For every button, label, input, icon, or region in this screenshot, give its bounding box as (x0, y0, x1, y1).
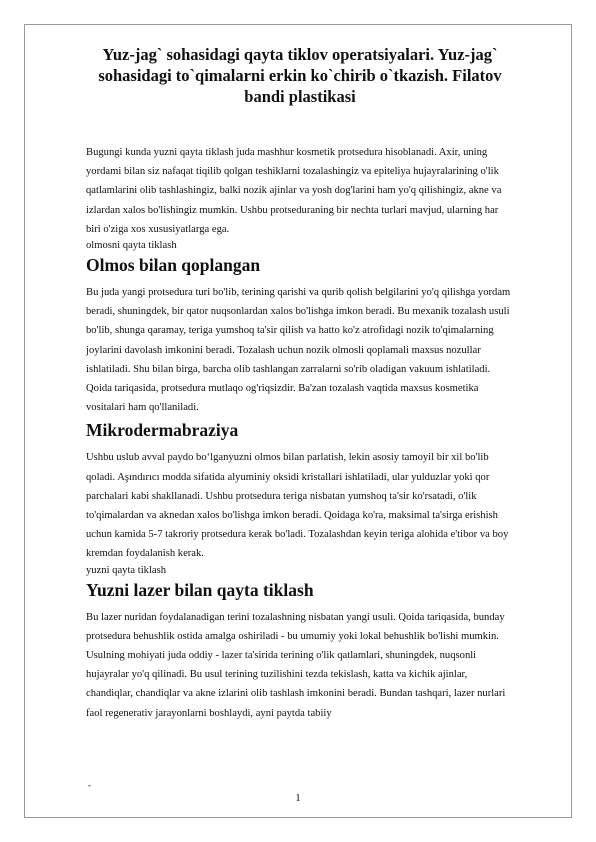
document-body (86, 44, 514, 723)
document-title: Yuz-jag` sohasidagi qayta tiklov operatsiyalari. Yuz-jag` sohasidagi to`qimalarni erkin ko`chirib o`tkazish. Filatov bandi plastikasi (98, 45, 502, 106)
paragraph-microdermabrasion: Ushbu uslub avval paydo bo‘lganyuzni olmos bilan parlatish, lekin asosiy tamoyil bir xil bo'lib qoladi. Aşındırıcı modda sifatida alyuminiy oksidi kristallari ishlatiladi, ular yulduzlar yoki qor parchalari kabi shakllanadi. Ushbu protsedura teriga nisbatan yumshoq ta'sir ko'rsatadi, o'lik to'qimalardan va aknedan xalos bo'lishga imkon beradi. Qoidaga ko'ra, maksimal ta'sirga erishish uchun kamida 5-7 takroriy protsedura kerak bo'ladi. Tozalashdan keyin teriga alohida e'tibor va boy kremdan foydalanish kerak. (86, 452, 509, 560)
heading-microdermabrasion: Mikrodermabraziya (86, 420, 239, 441)
page-number: 1 (295, 792, 301, 804)
heading-diamond: Olmos bilan qoplangan (86, 255, 261, 276)
image-caption-resurfacing: yuzni qayta tiklash (86, 564, 167, 576)
paragraph-laser: Bu lazer nuridan foydalanadigan terini tozalashning nisbatan yangi usuli. Qoida tariqasida, bunday protsedura behushlik ostida amalga oshiriladi - bu umumiy yoki lokal behushlik bo'lishi mumkin. Usulning mohiyati juda oddiy - lazer ta'sirida terining o'lik qatlamlari, shuningdek, nuqsonli hujayralar yo'q qilinadi. Bu usul terining tuzilishini tezda tekislash, katta va kichik ajinlar, chandiqlar, chandiqlar va akne izlarini olib tashlash imkonini beradi. Bundan tashqari, lazer nurlari faol regenerativ jarayonlarni boshlaydi, ayni paytda tabiiy (86, 611, 506, 719)
footer-mark: - (88, 780, 91, 790)
paragraph-diamond: Bu juda yangi protsedura turi bo'lib, terining qarishi va qurib qolish belgilarini yo'q qilishga yordam beradi, shuningdek, bir qator nuqsonlardan xalos bo'lishga imkon beradi. Bu mexanik tozalash usuli bo'lib, shunga qaramay, teriga yumshoq ta'sir qilish va hatto ko'z atrofidagi nozik to'qimalarning joylarini davolash imkonini beradi. Tozalash uchun nozik olmosli qoplamali maxsus nozullar ishlatiladi. Shu bilan birga, barcha olib tashlangan zarralarni so'rib oladigan vakuum ishlatiladi. Qoida tariqasida, protsedura mutlaqo og'riqsizdir. Ba'zan tozalash vaqtida maxsus kosmetika vositalari ham qo'llaniladi. (86, 287, 511, 414)
heading-laser: Yuzni lazer bilan qayta tiklash (86, 579, 314, 600)
intro-paragraph: Bugungi kunda yuzni qayta tiklash juda mashhur kosmetik protsedura hisoblanadi. Axir, uning yordami bilan siz nafaqat tiqilib qolgan teshiklarni tozalashingiz va epiteliya hujayralarining o'lik qatlamlarini olib tashlashingiz, balki nozik ajinlar va yosh dog'larini ham yo'q qilishingiz, akne va izlardan xalos bo'lishingiz mumkin. Ushbu protseduraning bir nechta turlari mavjud, ularning har biri o'ziga xos xususiyatlarga ega. (86, 147, 502, 235)
image-caption-diamond: olmosni qayta tiklash (86, 240, 177, 252)
